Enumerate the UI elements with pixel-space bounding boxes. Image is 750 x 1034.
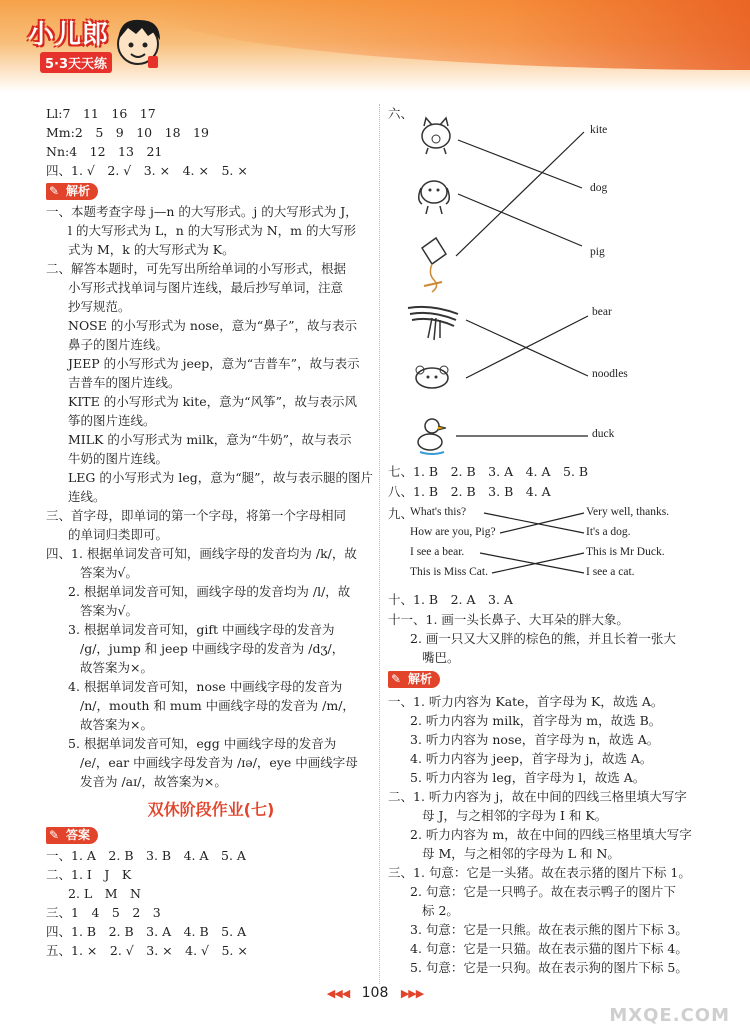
text-line: 牛奶的图片连线。 <box>68 451 169 466</box>
column-divider <box>379 104 380 984</box>
text-line: NOSE 的小写形式为 nose，意为“鼻子”，故与表示 <box>68 318 357 333</box>
text-line: MILK 的小写形式为 milk，意为“牛奶”，故与表示 <box>68 432 352 447</box>
text-line: 2. 听力内容为 milk，首字母为 m，故选 B。 <box>410 713 662 728</box>
q10-answers: 十、1. B 2. A 3. A <box>388 592 513 607</box>
text-line: 2. L M N <box>68 886 141 901</box>
analysis-tag-right: ✎ 解析 <box>388 671 440 688</box>
text-line: Nn:4 12 13 21 <box>46 144 163 159</box>
logo-subtitle: 5·3天天练 <box>40 52 112 73</box>
q11-answers <box>388 610 728 667</box>
text-line: 3. 听力内容为 nose，首字母为 n，故选 A。 <box>410 732 660 747</box>
q6-label: 六、 <box>388 106 414 121</box>
text-line: 四、1. 根据单词发音可知，画线字母的发音均为 /k/，故 <box>46 546 357 561</box>
boy-mascot-icon <box>110 12 166 72</box>
text-line: 2. 句意：它是一只鸭子。故在表示鸭子的图片下 <box>410 884 676 899</box>
text-line: JEEP 的小写形式为 jeep，意为“吉普车”，故与表示 <box>68 356 360 371</box>
text-line: 二、解答本题时，可先写出所给单词的小写形式，根据 <box>46 261 347 276</box>
left-top-answers <box>46 104 376 180</box>
text-line: 标 2。 <box>422 903 459 918</box>
text-line: 母 J，与之相邻的字母为 I 和 K。 <box>422 808 608 823</box>
text-line: 吉普车的图片连线。 <box>68 375 181 390</box>
q9-left: How are you, Pig? <box>410 526 496 538</box>
header-swoosh <box>150 0 750 70</box>
text-line: 一、本题考查字母 j—n 的大写形式。j 的大写形式为 J， <box>46 204 358 219</box>
q8-answers: 八、1. B 2. B 3. B 4. A <box>388 484 551 499</box>
text-line: 4. 听力内容为 jeep，首字母为 j，故选 A。 <box>410 751 653 766</box>
left-arrows-icon: ◀◀◀ <box>326 987 350 1000</box>
text-line: 嘴巴。 <box>422 650 460 665</box>
text-line: 式为 M，k 的大写形式为 K。 <box>68 242 235 257</box>
left-column <box>46 104 376 960</box>
page-footer <box>0 985 750 1001</box>
text-line: 十一、1. 画一头长鼻子、大耳朵的胖大象。 <box>388 612 629 627</box>
text-line: 5. 句意：它是一只狗。故在表示狗的图片下标 5。 <box>410 960 688 975</box>
q6-word: pig <box>590 246 605 258</box>
q9-right: I see a cat. <box>586 566 635 578</box>
text-line: 一、1. A 2. B 3. B 4. A 5. A <box>46 848 246 863</box>
text-line: Ll:7 11 16 17 <box>46 106 156 121</box>
text-line: 5. 根据单词发音可知，egg 中画线字母的发音为 <box>68 736 337 751</box>
text-line: LEG 的小写形式为 leg，意为“腿”，故与表示腿的图片 <box>68 470 374 485</box>
q9-right: It's a dog. <box>586 526 631 538</box>
watermark: MXQE.COM <box>609 1005 730 1026</box>
pig-picture-icon <box>422 118 450 154</box>
q7-answers: 七、1. B 2. B 3. A 4. A 5. B <box>388 464 589 479</box>
text-line: 二、1. 听力内容为 j，故在中间的四线三格里填大写字 <box>388 789 687 804</box>
text-line: KITE 的小写形式为 kite，意为“风筝”，故与表示风 <box>68 394 357 409</box>
text-line: 5. 听力内容为 leg，首字母为 l，故选 A。 <box>410 770 646 785</box>
q9-right: This is Mr Duck. <box>586 546 665 558</box>
text-line: 2. 画一只又大又胖的棕色的熊，并且长着一张大 <box>410 631 676 646</box>
text-line: 故答案为×。 <box>80 717 153 732</box>
left-analysis <box>46 202 376 791</box>
text-line: 鼻子的图片连线。 <box>68 337 169 352</box>
analysis-tag-left: ✎ 解析 <box>46 183 98 200</box>
q9-left: I see a bear. <box>410 546 465 558</box>
dog-picture-icon <box>419 181 450 214</box>
text-line: 4. 句意：它是一只猫。故在表示猫的图片下标 4。 <box>410 941 688 956</box>
q6-word: duck <box>592 428 615 440</box>
q9-matching-lines <box>388 504 728 588</box>
text-line: 连线。 <box>68 489 106 504</box>
text-line: 小写形式找单词与图片连线，最后抄写单词，注意 <box>68 280 344 295</box>
q6-word: bear <box>592 306 612 318</box>
pen-icon: ✎ <box>49 828 60 842</box>
q9-left: This is Miss Cat. <box>410 566 488 578</box>
text-line: 答案为√。 <box>80 565 138 580</box>
text-line: 一、1. 听力内容为 Kate，首字母为 K，故选 A。 <box>388 694 664 709</box>
text-line: 母 M，与之相邻的字母为 L 和 N。 <box>422 846 620 861</box>
page-number: 108 <box>361 985 389 1001</box>
q9-right: Very well, thanks. <box>586 506 670 518</box>
text-line: 三、1. 句意：它是一头猪。故在表示猪的图片下标 1。 <box>388 865 691 880</box>
pen-icon: ✎ <box>49 184 60 198</box>
text-line: 答案为√。 <box>80 603 138 618</box>
page-header <box>0 0 750 92</box>
right-arrows-icon: ▶▶▶ <box>400 987 424 1000</box>
bear-picture-icon <box>416 366 448 388</box>
text-line: 3. 根据单词发音可知，gift 中画线字母的发音为 <box>68 622 335 637</box>
text-line: 2. 根据单词发音可知，画线字母的发音均为 /l/，故 <box>68 584 351 599</box>
q6-word: noodles <box>592 368 628 380</box>
text-line: 2. 听力内容为 m，故在中间的四线三格里填大写字 <box>410 827 692 842</box>
text-line: 三、1 4 5 2 3 <box>46 905 161 920</box>
logo-title: 小儿郎 <box>28 20 110 50</box>
text-line: /g/，jump 和 jeep 中画线字母的发音为 /dʒ/， <box>80 641 345 656</box>
answer-tag: ✎ 答案 <box>46 827 98 844</box>
left-answers <box>46 846 376 960</box>
text-line: 的单词归类即可。 <box>68 527 169 542</box>
q9-label: 九、 <box>388 506 414 521</box>
analysis-tag-right-wrap <box>388 668 440 690</box>
pen-icon: ✎ <box>391 672 402 686</box>
q6-word: kite <box>590 124 608 136</box>
text-line: 故答案为×。 <box>80 660 153 675</box>
q6-word: dog <box>590 182 608 194</box>
q9-left: What's this? <box>410 506 467 518</box>
right-analysis <box>388 692 728 977</box>
text-line: 四、1. B 2. B 3. A 4. B 5. A <box>46 924 247 939</box>
q6-matching <box>402 108 702 458</box>
text-line: 3. 句意：它是一只熊。故在表示熊的图片下标 3。 <box>410 922 688 937</box>
text-line: 抄写规范。 <box>68 299 131 314</box>
text-line: 五、1. × 2. √ 3. × 4. √ 5. × <box>46 943 248 958</box>
section-title: 双休阶段作业(七) <box>147 800 275 819</box>
text-line: 三、首字母，即单词的第一个字母，将第一个字母相同 <box>46 508 347 523</box>
noodles-picture-icon <box>408 307 458 340</box>
text-line: Mm:2 5 9 10 18 19 <box>46 125 209 140</box>
kite-picture-icon <box>422 238 446 292</box>
text-line: /e/，ear 中画线字母发音为 /ɪə/，eye 中画线字母 <box>80 755 358 770</box>
text-line: /n/，mouth 和 mum 中画线字母的发音为 /m/， <box>80 698 355 713</box>
text-line: 发音为 /aɪ/，故答案为×。 <box>80 774 227 789</box>
text-line: l 的大写形式为 L，n 的大写形式为 N，m 的大写形 <box>68 223 357 238</box>
text-line: 筝的图片连线。 <box>68 413 156 428</box>
duck-picture-icon <box>418 419 446 454</box>
text-line: 二、1. I J K <box>46 867 132 882</box>
text-line: 4. 根据单词发音可知，nose 中画线字母的发音为 <box>68 679 343 694</box>
text-line: 四、1. √ 2. √ 3. × 4. × 5. × <box>46 163 248 178</box>
right-column <box>388 104 728 984</box>
